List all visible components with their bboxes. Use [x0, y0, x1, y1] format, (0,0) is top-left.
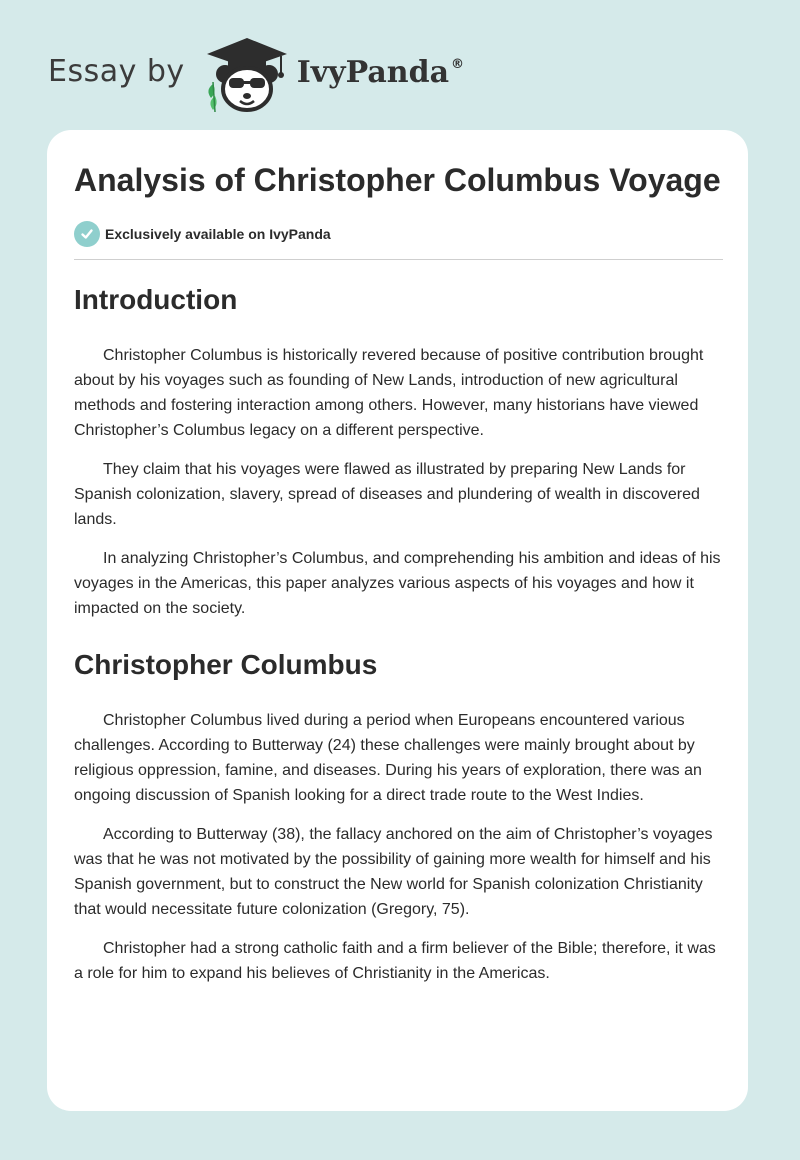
divider	[74, 259, 723, 260]
essay-content	[74, 160, 722, 1000]
section-heading-introduction: Introduction	[74, 284, 238, 315]
paragraph: Christopher Columbus is historically revered because of positive contribution brought about by his voyages such as founding of New Lands, introduction of new agricultural methods and fostering interaction among others. However, many historians have viewed Christopher’s Columbus legacy on a different perspective.	[74, 347, 704, 439]
paragraph: Christopher Columbus lived during a period when Europeans encountered various challenges. According to Butterway (24) these challenges were mainly brought about by religious oppression, famine, and diseases. During his years of exploration, there was an ongoing discussion of Spanish looking for a direct trade route to the West Indies.	[74, 712, 702, 804]
brand-header	[48, 34, 464, 114]
paragraph: Christopher had a strong catholic faith and a firm believer of the Bible; therefore, it was a role for him to expand his believes of Christianity in the Americas.	[74, 940, 716, 982]
paragraph: They claim that his voyages were flawed as illustrated by preparing New Lands for Spanish colonization, slavery, spread of diseases and plundering of wealth in discovered lands.	[74, 461, 700, 528]
section-heading-christopher-columbus: Christopher Columbus	[74, 649, 378, 680]
essay-card	[47, 130, 748, 1111]
essay-title: Analysis of Christopher Columbus Voyage	[74, 162, 721, 198]
exclusive-badge	[74, 220, 722, 248]
exclusive-label: Exclusively available on IvyPanda	[105, 226, 331, 242]
section-christopher-columbus-body	[74, 708, 722, 986]
paragraph: According to Butterway (38), the fallacy anchored on the aim of Christopher’s voyages was that he was not motivated by the possibility of gaining more wealth for himself and his Spanish government, but to construct the New world for Spanish colonization Christianity that would necessitate future colonization (Gregory, 75).	[74, 826, 713, 918]
brand-name[interactable]: IvyPanda ®	[296, 54, 465, 90]
section-introduction-body	[74, 343, 722, 621]
check-icon	[74, 221, 100, 247]
panda-logo-icon[interactable]	[201, 34, 293, 114]
paragraph: In analyzing Christopher’s Columbus, and comprehending his ambition and ideas of his voyages in the Americas, this paper analyzes various aspects of his voyages and how it impacted on the society.	[74, 550, 721, 617]
brand-prefix: Essay by	[48, 53, 185, 89]
